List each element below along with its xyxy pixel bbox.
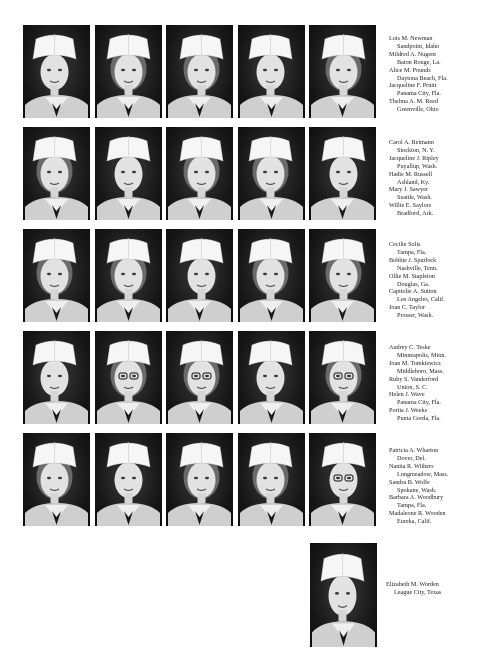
portrait-photo (166, 25, 233, 118)
portrait-photo (95, 331, 162, 424)
caption-city: Greenville, Ohio (397, 106, 439, 114)
portrait-grid (23, 25, 376, 526)
portrait-photo (23, 229, 90, 322)
portrait-photo (23, 127, 90, 220)
portrait-drawing (310, 543, 377, 647)
caption-name: Cecilie Solis (389, 241, 421, 248)
portrait-photo (95, 127, 162, 220)
caption-city: Stockton, N. Y. (397, 146, 435, 154)
portrait-photo (309, 25, 376, 118)
portrait-drawing (309, 127, 376, 220)
caption-city: Minneapolis, Minn. (397, 351, 446, 359)
portrait-drawing (166, 229, 233, 322)
caption-name: Bobbie J. Spurlock (389, 256, 437, 264)
portrait-photo (95, 229, 162, 322)
portrait-drawing (238, 433, 305, 526)
caption-city: Puyallup, Wash. (397, 162, 438, 170)
portrait-photo-last (310, 543, 377, 647)
portrait-drawing (238, 229, 305, 322)
caption-city: Tampa, Fla. (397, 502, 427, 510)
portrait-photo (23, 25, 90, 118)
caption-name: Mary J. Sawyer (389, 186, 429, 194)
portrait-photo (238, 433, 305, 526)
portrait-drawing (166, 127, 233, 220)
caption-name: Ollie M. Stapleton (389, 272, 435, 280)
caption-group-3 (389, 241, 489, 320)
caption-city: Seattle, Wash. (397, 194, 432, 202)
caption-name: Nanita R. Withers (389, 462, 434, 470)
caption-group-1 (389, 35, 489, 114)
portrait-photo (238, 25, 305, 118)
portrait-photo (309, 433, 376, 526)
caption-city: Los Angeles, Calif. (397, 296, 445, 304)
caption-city: Baton Rouge, La. (397, 58, 441, 66)
caption-city: Nashville, Tenn. (397, 264, 438, 272)
portrait-drawing (23, 331, 90, 424)
caption-city: Douglas, Ga. (397, 280, 430, 288)
caption-name: Carol A. Reimann (389, 139, 434, 146)
caption-name: Audrey C. Teske (389, 344, 431, 351)
caption-city: Tampa, Fla. (397, 248, 427, 256)
portrait-photo (166, 229, 233, 322)
caption-name: Helen J. Wave (389, 391, 425, 399)
portrait-drawing (309, 25, 376, 118)
caption-name: Joan M. Tomkiewicz (389, 359, 441, 367)
caption-last (386, 581, 496, 597)
caption-city: Union, S. C. (397, 383, 428, 391)
portrait-photo (95, 433, 162, 526)
portrait-photo (23, 331, 90, 424)
caption-city: Longmeadow, Mass. (397, 470, 449, 478)
caption-name: Jacqueline F. Pruitt (389, 82, 437, 90)
caption-name: Willie E. Saylors (389, 202, 432, 210)
caption-name: Alice M. Pounds (389, 66, 431, 74)
portrait-drawing (95, 331, 162, 424)
portrait-photo (23, 433, 90, 526)
caption-city: Dover, Del. (397, 454, 426, 462)
caption-name: Patricia A. Wharton (389, 447, 439, 454)
portrait-drawing (95, 25, 162, 118)
portrait-drawing (166, 25, 233, 118)
portrait-drawing (238, 331, 305, 424)
portrait-drawing (23, 433, 90, 526)
portrait-drawing (238, 127, 305, 220)
caption-city: Panama City, Fla. (397, 399, 441, 407)
portrait-photo (166, 331, 233, 424)
caption-name: Thelma A. M. Reed (389, 98, 438, 106)
portrait-drawing (95, 127, 162, 220)
caption-city: Punta Gorda, Fla. (397, 415, 441, 423)
portrait-drawing (166, 433, 233, 526)
caption-city: Prosser, Wash. (397, 312, 434, 320)
caption-group-5 (389, 447, 489, 526)
portrait-photo (238, 229, 305, 322)
caption-city: Daytona Beach, Fla. (397, 74, 448, 82)
caption-city: Ashland, Ky. (397, 178, 430, 186)
portrait-drawing (166, 331, 233, 424)
caption-name: Hadie M. Russell (389, 170, 433, 178)
caption-name: Elizabeth M. Worden (386, 581, 439, 588)
caption-city: Spokane, Wash. (397, 486, 437, 494)
caption-name: Mildred A. Nugent (389, 50, 436, 58)
caption-group-4 (389, 344, 489, 423)
caption-name: Capitolie A. Sutton (389, 288, 437, 296)
caption-name: Jacqueline J. Ripley (389, 154, 439, 162)
caption-city: League City, Texas (394, 588, 442, 596)
portrait-photo (238, 127, 305, 220)
caption-name: Ruby S. Vanderford (389, 375, 439, 383)
caption-name: Sandra B. Wolfe (389, 478, 430, 486)
caption-name: Portia J. Weeks (389, 407, 428, 415)
portrait-drawing (23, 127, 90, 220)
caption-group-2 (389, 139, 489, 218)
portrait-drawing (238, 25, 305, 118)
portrait-drawing (95, 229, 162, 322)
portrait-drawing (309, 433, 376, 526)
caption-city: Sandpoint, Idaho (397, 42, 440, 50)
portrait-drawing (23, 25, 90, 118)
portrait-photo (309, 127, 376, 220)
caption-city: Eureka, Calif. (397, 518, 432, 526)
portrait-drawing (309, 229, 376, 322)
caption-city: Middleboro, Mass. (397, 367, 444, 375)
caption-city: Bradford, Ark. (397, 210, 434, 218)
caption-name: Madaleone R. Wooden (389, 510, 446, 518)
portrait-drawing (95, 433, 162, 526)
caption-name: Barbara A. Woodbury (389, 494, 444, 502)
portrait-drawing (309, 331, 376, 424)
portrait-photo (166, 127, 233, 220)
portrait-photo (238, 331, 305, 424)
caption-name: Lois M. Newman (389, 35, 433, 42)
caption-name: Joan C. Taylor (389, 304, 426, 312)
portrait-photo (95, 25, 162, 118)
caption-city: Panama City, Fla. (397, 90, 441, 98)
portrait-drawing (23, 229, 90, 322)
portrait-photo (309, 229, 376, 322)
portrait-photo (309, 331, 376, 424)
portrait-photo (166, 433, 233, 526)
